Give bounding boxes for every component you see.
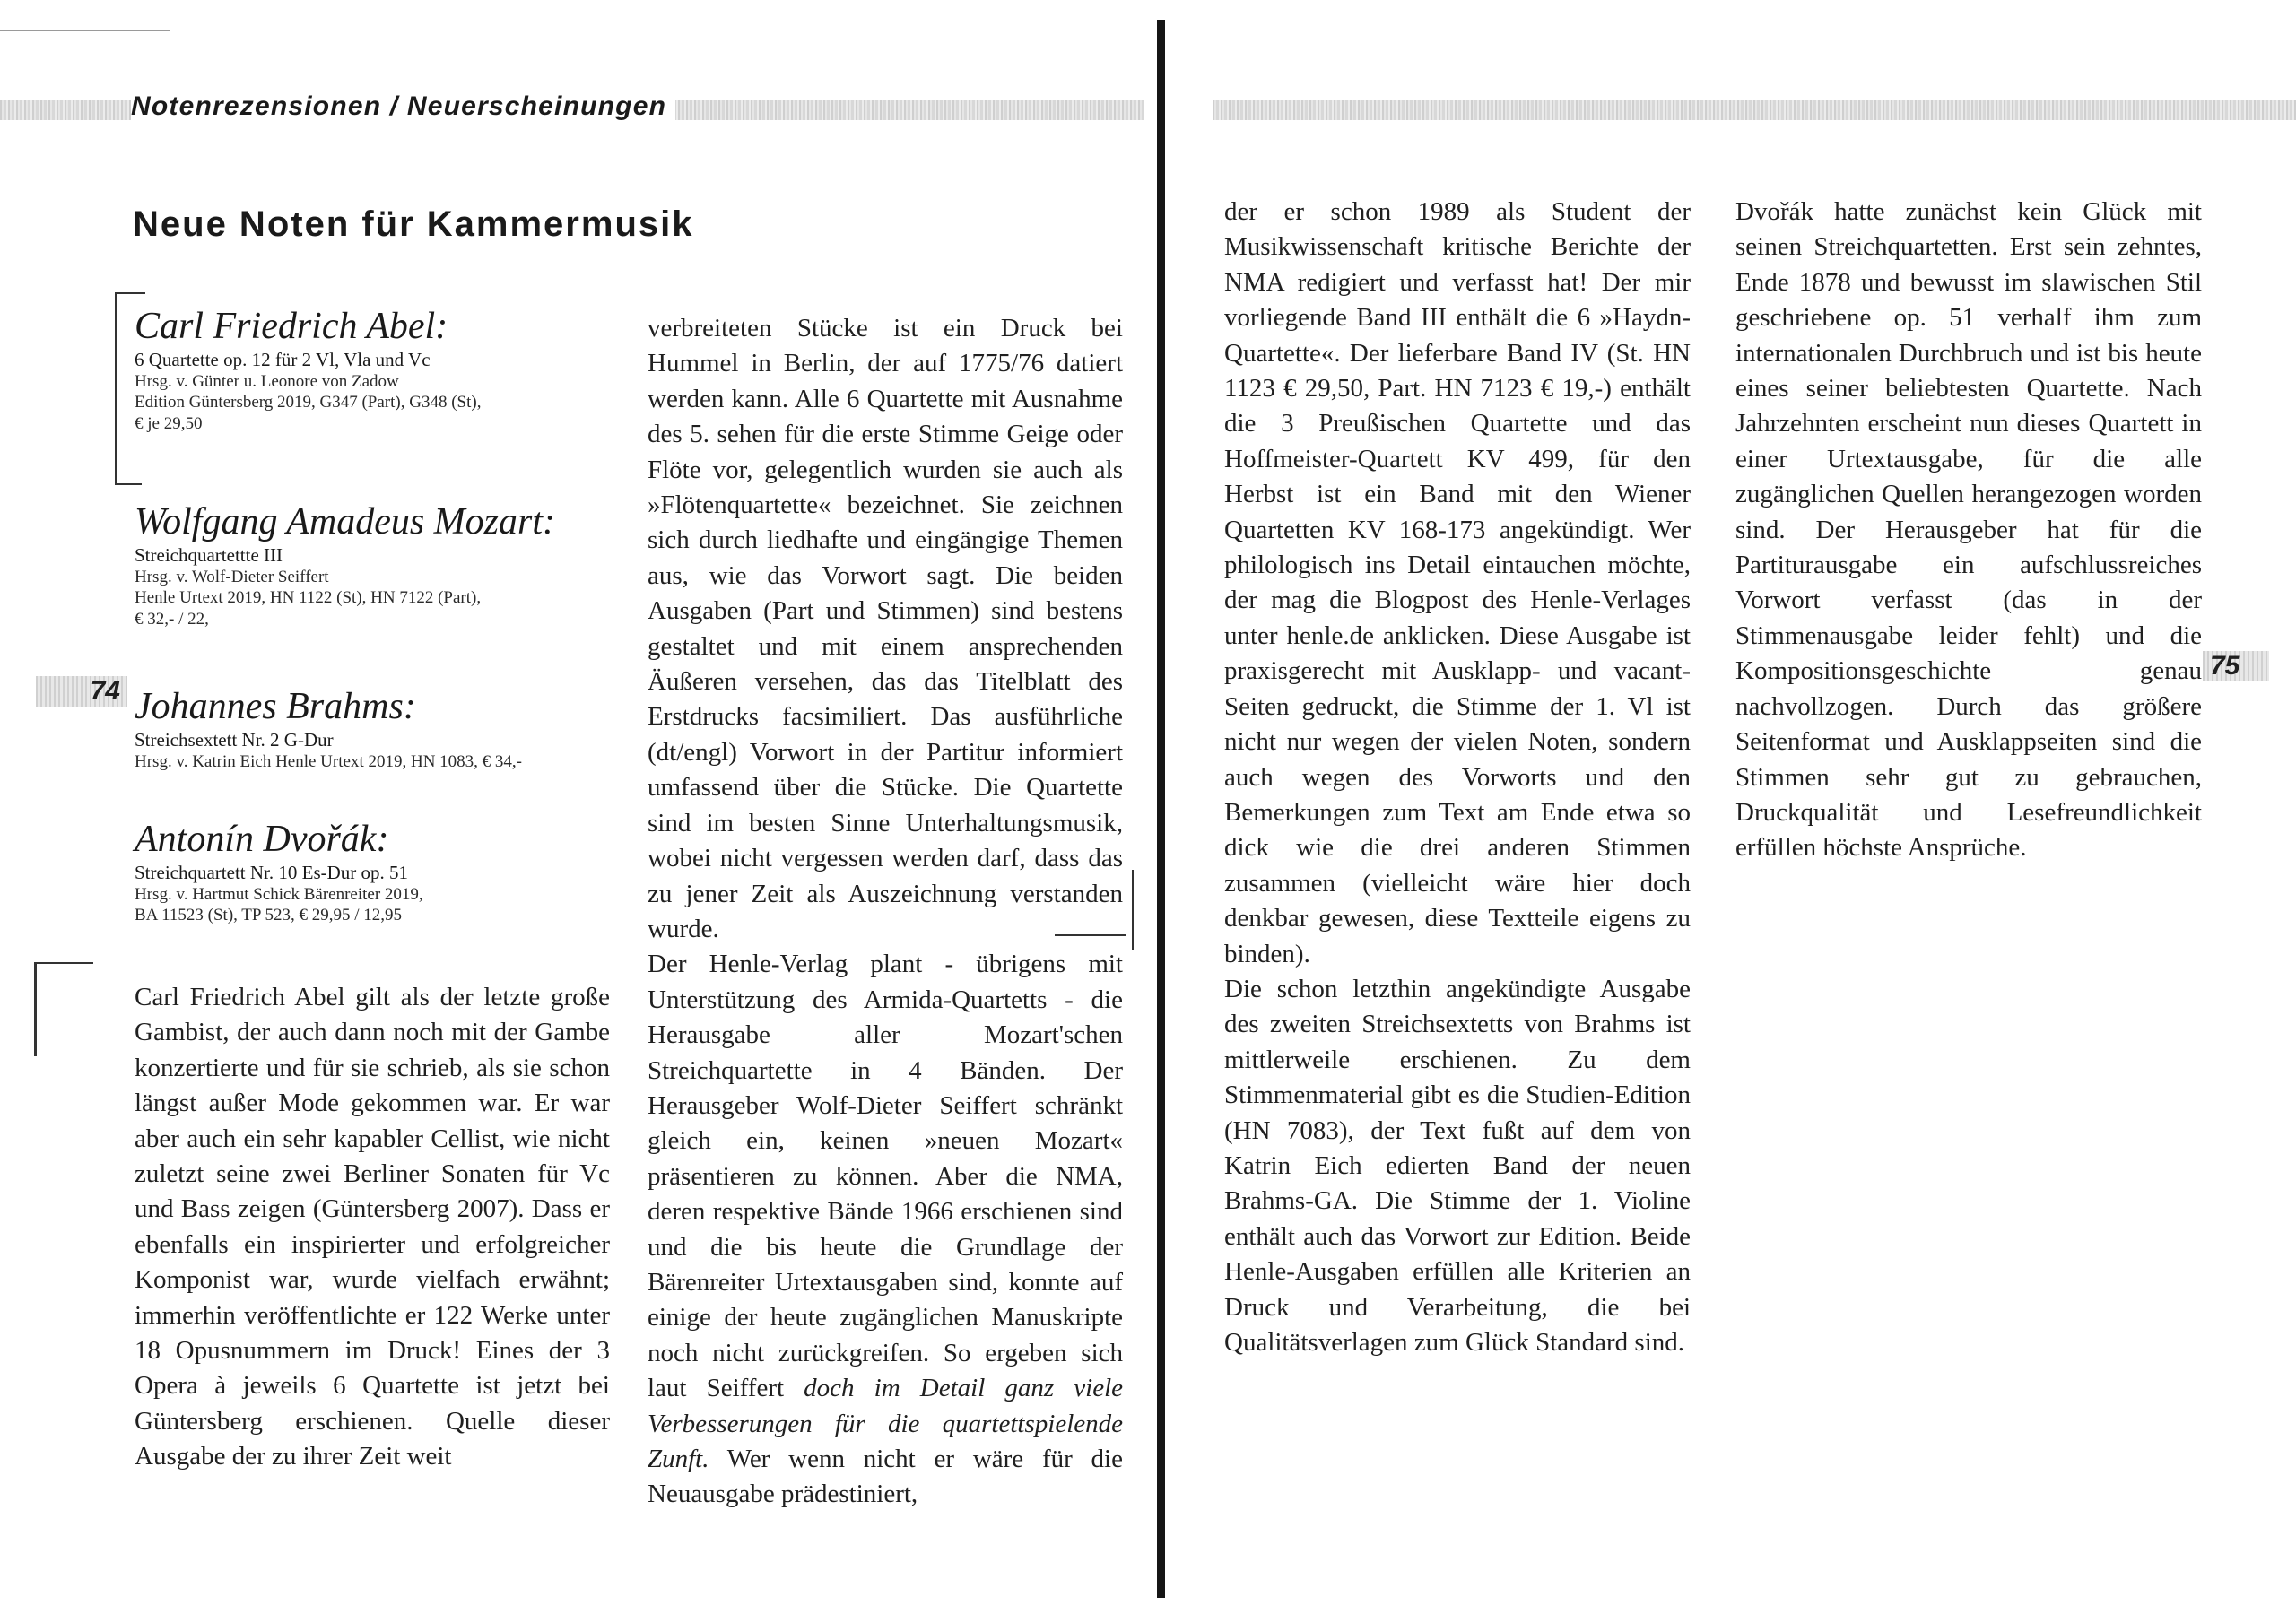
edition-line: Henle Urtext 2019, HN 1122 (St), HN 7122 (Part), xyxy=(135,588,482,607)
paragraph: Carl Friedrich Abel gilt als der letzte große Gambist, der auch dann noch mit der Gambe konzertierte und für sie schrieb, als sie schon längst außer Mode gekommen war. Er war aber auch ein sehr kapabler Cellist, wie nicht zuletzt seine zwei Berliner Sonaten für Vc und Bass zeigen (Güntersberg 2007). Dass er ebenfalls ein inspirierter und erfolgreicher Komponist war, wurde vielfach erwähnt; immerhin veröffentlichte er 122 Werke unter 18 Opusnummern im Druck! Eines der 3 Opera à jeweils 6 Quartette ist jetzt bei Güntersberg erschienen. Quelle dieser Ausgabe der zu ihrer Zeit weit xyxy=(135,983,610,1471)
price-line: € 32,- / 22, xyxy=(135,609,209,629)
editor-line: Hrsg. v. Hartmut Schick Bärenreiter 2019, xyxy=(135,884,423,904)
header-bar-right xyxy=(1213,100,2296,120)
composer-name: Wolfgang Amadeus Mozart: xyxy=(135,501,556,542)
paragraph: Die schon letzthin angekündigte Ausgabe des zweiten Streichsextetts von Brahms ist mittlerweile erschienen. Zu dem Stimmenmaterial gibt es die Studien-Edition (HN 7083), der Text fußt auf dem von Katrin Eich edierten Band der neuen Brahms-GA. Die Stimme der 1. Violine enthält auch das Vorwort zur Edition. Beide Henle-Ausgaben erfüllen alle Kriterien an Druck und Verarbeitung, die bei Qualitätsverlagen zum Glück Standard sind. xyxy=(1224,974,1691,1357)
work-title: Streichsextett Nr. 2 G-Dur xyxy=(135,729,334,751)
pencil-bracket-top xyxy=(115,292,145,294)
pencil-bracket xyxy=(115,292,117,485)
text-run: Der Henle-Verlag plant - übrigens mit Unterstützung des Armida-Quartetts - die Herausgabe aller Mozart'schen Streichquartette in 4 Bänden. Der Herausgeber Wolf-Dieter Seiffert schränkt gleich ein, keinen »neuen Mozart« präsentieren zu können. Aber die NMA, deren respektive Bände 1966 erschienen sind und die bis heute die Grundlage der Bärenreiter Urtextausgaben sind, konnte auf einige der heute zugänglichen Manuskripte noch nicht zurückgreifen. So ergeben sich laut Seiffert xyxy=(648,950,1123,1403)
pencil-bracket-bottom xyxy=(115,483,142,485)
work-title: Streichquartett Nr. 10 Es-Dur op. 51 xyxy=(135,862,409,883)
edition-line: Edition Güntersberg 2019, G347 (Part), G348 (St), xyxy=(135,393,482,412)
composer-details xyxy=(135,350,481,434)
column-4 xyxy=(1735,195,2202,866)
composer-name: Johannes Brahms: xyxy=(135,686,416,727)
work-title: Streichquartettte III xyxy=(135,544,283,566)
page-number-right: 75 xyxy=(2203,651,2269,681)
text-run: Wer wenn nicht er wäre für die Neuausgabe prädestiniert, xyxy=(648,1445,1123,1509)
pencil-corner-mark-top xyxy=(34,962,93,964)
composer-entry-mozart xyxy=(135,499,555,629)
section-header: Notenrezensionen / Neuerscheinungen xyxy=(131,91,675,122)
composer-details xyxy=(135,863,423,926)
column-1 xyxy=(135,980,610,1475)
paragraph: verbreiteten Stücke ist ein Druck bei Hummel in Berlin, der auf 1775/76 datiert werden kann. Alle 6 Quartette mit Ausnahme des 5. sehen für die erste Stimme Geige oder Flöte vor, gelegentlich wurden sie auch als »Flötenquartette« bezeichnet. Sie zeichnen sich durch liedhafte und eingängige Themen aus, wie das Vorwort sagt. Die beiden Ausgaben (Part und Stimmen) sind bestens gestaltet und mit einem ansprechenden Äußeren versehen, das das Titelblatt des Erstdrucks facsimiliert. Das ausführliche (dt/engl) Vorwort in der Partitur informiert umfassend über die Stücke. Die Quartette sind im besten Sinne Unterhaltungsmusik, wobei nicht vergessen werden darf, dass das zu jener Zeit als Auszeichnung verstanden wurde. xyxy=(648,314,1123,943)
quote-italic: doch im Detail ganz viele Verbesserungen für die quartettspielende Zunft. xyxy=(648,1374,1124,1473)
editor-line: Hrsg. v. Günter u. Leonore von Zadow xyxy=(135,371,399,391)
composer-entry-abel xyxy=(135,303,481,434)
pencil-cross-vertical xyxy=(1132,870,1134,950)
composer-name: Antonín Dvořák: xyxy=(135,819,389,860)
page-number-left: 74 xyxy=(36,676,127,707)
composer-name: Carl Friedrich Abel: xyxy=(135,306,448,347)
top-rule xyxy=(0,30,170,31)
pencil-corner-mark xyxy=(34,962,37,1056)
composer-entry-dvorak xyxy=(135,816,423,926)
column-3 xyxy=(1224,195,1691,1360)
column-2 xyxy=(648,311,1123,1513)
paragraph: der er schon 1989 als Student der Musikwissenschaft kritische Berichte der NMA redigiert und verfasst hat! Der mir vorliegende Band III enthält die 6 »Haydn-Quartette«. Der lieferbare Band IV (St. HN 1123 € 29,50, Part. HN 7123 € 19,-) enthält die 3 Preußischen Quartette und das Hoffmeister-Quartett KV 499, für den Herbst ist ein Band mit den Wiener Quartetten KV 168-173 angekündigt. Wer philologisch ins Detail eintauchen möchte, der mag die Blogpost des Henle-Verlages unter henle.de anklicken. Diese Ausgabe ist praxisgerecht mit Ausklapp- und vacant-Seiten gedruckt, die Stimme der 1. Vl ist nicht nur wegen der vielen Noten, sondern auch wegen des Vorworts und den Bemerkungen zum Text am Ende etwa so dick wie die drei anderen Stimmen zusammen (vielleicht wäre hier doch denkbar gewesen, diese Textteile eigens zu binden). xyxy=(1224,197,1691,968)
paragraph: Dvořák hatte zunächst kein Glück mit seinen Streichquartetten. Erst sein zehntes, Ende 1878 und bewusst im slawischen Stil geschriebene op. 51 verhalf ihm zum internationalen Durchbruch und ist bis heute eines seiner beliebtesten Quartette. Nach Jahrzehnten erscheint nun dieses Quartett in einer Urtextausgabe, für die alle zugänglichen Quellen herangezogen worden sind. Der Herausgeber hat für die Partiturausgabe ein aufschlussreiches Vorwort verfasst (das in der Stimmenausgabe leider fehlt) und die Kompositionsgeschichte genau nachvollzogen. Durch das größere Seitenformat und Ausklappseiten sind die Stimmen sehr gut zu gebrauchen, Druckqualität und Lesefreundlichkeit erfüllen höchste Ansprüche. xyxy=(1735,197,2202,863)
page-gutter xyxy=(1157,20,1165,1598)
work-title: 6 Quartette op. 12 für 2 Vl, Vla und Vc xyxy=(135,349,430,370)
edition-line: BA 11523 (St), TP 523, € 29,95 / 12,95 xyxy=(135,906,403,924)
page-title: Neue Noten für Kammermusik xyxy=(133,204,694,244)
composer-entry-brahms xyxy=(135,683,522,772)
price-line: € je 29,50 xyxy=(135,413,203,433)
composer-details xyxy=(135,730,522,772)
edition-line: Hrsg. v. Katrin Eich Henle Urtext 2019, HN 1083, € 34,- xyxy=(135,751,522,771)
paragraph xyxy=(648,947,1123,1513)
editor-line: Hrsg. v. Wolf-Dieter Seiffert xyxy=(135,567,329,586)
composer-details xyxy=(135,545,555,629)
